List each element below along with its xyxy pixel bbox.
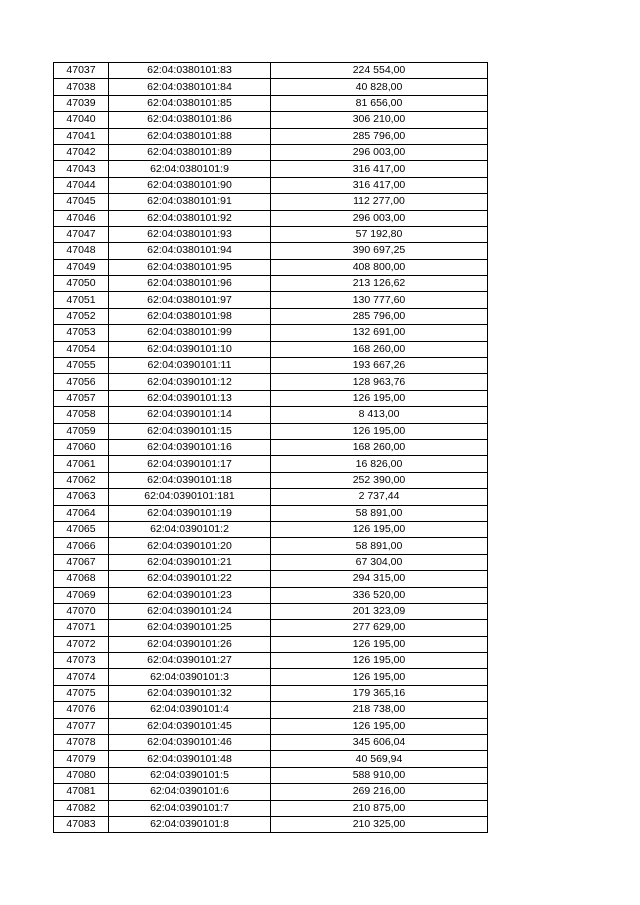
cadastral-value-cell: 58 891,00	[271, 505, 488, 521]
table-row	[54, 79, 488, 95]
cadastral-value-cell: 269 216,00	[271, 784, 488, 800]
cadastral-value-cell: 210 325,00	[271, 816, 488, 832]
row-number-cell: 47067	[54, 554, 109, 570]
row-number-cell: 47037	[54, 63, 109, 79]
cadastral-number-cell: 62:04:0380101:9	[109, 161, 271, 177]
cadastral-value-cell: 58 891,00	[271, 538, 488, 554]
cadastral-value-table	[53, 62, 488, 833]
cadastral-number-cell: 62:04:0380101:91	[109, 194, 271, 210]
table-row	[54, 243, 488, 259]
row-number-cell: 47039	[54, 95, 109, 111]
cadastral-value-cell: 126 195,00	[271, 423, 488, 439]
row-number-cell: 47070	[54, 603, 109, 619]
cadastral-value-cell: 16 826,00	[271, 456, 488, 472]
row-number-cell: 47061	[54, 456, 109, 472]
cadastral-number-cell: 62:04:0380101:86	[109, 112, 271, 128]
row-number-cell: 47082	[54, 800, 109, 816]
cadastral-value-cell: 306 210,00	[271, 112, 488, 128]
cadastral-value-cell: 126 195,00	[271, 718, 488, 734]
cadastral-number-cell: 62:04:0390101:2	[109, 521, 271, 537]
cadastral-value-cell: 296 003,00	[271, 210, 488, 226]
cadastral-number-cell: 62:04:0390101:27	[109, 653, 271, 669]
cadastral-number-cell: 62:04:0390101:21	[109, 554, 271, 570]
row-number-cell: 47055	[54, 358, 109, 374]
table-row	[54, 63, 488, 79]
table-row	[54, 669, 488, 685]
cadastral-value-cell: 408 800,00	[271, 259, 488, 275]
row-number-cell: 47075	[54, 685, 109, 701]
table-row	[54, 390, 488, 406]
cadastral-value-cell: 126 195,00	[271, 636, 488, 652]
table-row	[54, 800, 488, 816]
cadastral-value-cell: 81 656,00	[271, 95, 488, 111]
cadastral-number-cell: 62:04:0390101:18	[109, 472, 271, 488]
row-number-cell: 47080	[54, 767, 109, 783]
cadastral-number-cell: 62:04:0380101:85	[109, 95, 271, 111]
row-number-cell: 47071	[54, 620, 109, 636]
row-number-cell: 47053	[54, 325, 109, 341]
cadastral-value-cell: 390 697,25	[271, 243, 488, 259]
table-row	[54, 571, 488, 587]
cadastral-value-cell: 316 417,00	[271, 161, 488, 177]
cadastral-number-cell: 62:04:0390101:46	[109, 735, 271, 751]
row-number-cell: 47073	[54, 653, 109, 669]
cadastral-number-cell: 62:04:0390101:7	[109, 800, 271, 816]
row-number-cell: 47078	[54, 735, 109, 751]
row-number-cell: 47079	[54, 751, 109, 767]
row-number-cell: 47048	[54, 243, 109, 259]
table-row	[54, 538, 488, 554]
row-number-cell: 47043	[54, 161, 109, 177]
cadastral-number-cell: 62:04:0380101:96	[109, 276, 271, 292]
row-number-cell: 47063	[54, 489, 109, 505]
table-row	[54, 358, 488, 374]
table-row	[54, 194, 488, 210]
cadastral-number-cell: 62:04:0380101:84	[109, 79, 271, 95]
row-number-cell: 47052	[54, 308, 109, 324]
cadastral-number-cell: 62:04:0390101:181	[109, 489, 271, 505]
row-number-cell: 47054	[54, 341, 109, 357]
table-row	[54, 210, 488, 226]
cadastral-value-cell: 128 963,76	[271, 374, 488, 390]
cadastral-number-cell: 62:04:0380101:90	[109, 177, 271, 193]
cadastral-value-cell: 112 277,00	[271, 194, 488, 210]
row-number-cell: 47060	[54, 439, 109, 455]
cadastral-number-cell: 62:04:0390101:13	[109, 390, 271, 406]
table-row	[54, 685, 488, 701]
row-number-cell: 47045	[54, 194, 109, 210]
cadastral-number-cell: 62:04:0380101:89	[109, 144, 271, 160]
cadastral-number-cell: 62:04:0390101:8	[109, 816, 271, 832]
cadastral-number-cell: 62:04:0380101:97	[109, 292, 271, 308]
table-row	[54, 587, 488, 603]
cadastral-number-cell: 62:04:0390101:17	[109, 456, 271, 472]
cadastral-number-cell: 62:04:0390101:25	[109, 620, 271, 636]
cadastral-value-cell: 126 195,00	[271, 390, 488, 406]
table-row	[54, 259, 488, 275]
table-row	[54, 505, 488, 521]
row-number-cell: 47041	[54, 128, 109, 144]
cadastral-value-cell: 130 777,60	[271, 292, 488, 308]
cadastral-value-cell: 294 315,00	[271, 571, 488, 587]
table-row	[54, 439, 488, 455]
table-row	[54, 276, 488, 292]
cadastral-number-cell: 62:04:0390101:32	[109, 685, 271, 701]
table-row	[54, 325, 488, 341]
cadastral-number-cell: 62:04:0380101:94	[109, 243, 271, 259]
cadastral-value-cell: 193 667,26	[271, 358, 488, 374]
cadastral-value-cell: 168 260,00	[271, 341, 488, 357]
row-number-cell: 47042	[54, 144, 109, 160]
table-row	[54, 95, 488, 111]
cadastral-number-cell: 62:04:0390101:16	[109, 439, 271, 455]
cadastral-number-cell: 62:04:0380101:95	[109, 259, 271, 275]
table-row	[54, 226, 488, 242]
table-row	[54, 718, 488, 734]
cadastral-number-cell: 62:04:0390101:23	[109, 587, 271, 603]
row-number-cell: 47069	[54, 587, 109, 603]
row-number-cell: 47077	[54, 718, 109, 734]
cadastral-value-cell: 277 629,00	[271, 620, 488, 636]
table-row	[54, 374, 488, 390]
cadastral-number-cell: 62:04:0390101:24	[109, 603, 271, 619]
cadastral-number-cell: 62:04:0390101:22	[109, 571, 271, 587]
row-number-cell: 47040	[54, 112, 109, 128]
cadastral-value-cell: 285 796,00	[271, 128, 488, 144]
row-number-cell: 47076	[54, 702, 109, 718]
cadastral-number-cell: 62:04:0390101:10	[109, 341, 271, 357]
cadastral-number-cell: 62:04:0390101:4	[109, 702, 271, 718]
cadastral-value-cell: 210 875,00	[271, 800, 488, 816]
table-row	[54, 521, 488, 537]
row-number-cell: 47081	[54, 784, 109, 800]
cadastral-value-cell: 168 260,00	[271, 439, 488, 455]
cadastral-number-cell: 62:04:0380101:92	[109, 210, 271, 226]
row-number-cell: 47065	[54, 521, 109, 537]
row-number-cell: 47047	[54, 226, 109, 242]
table-row	[54, 177, 488, 193]
row-number-cell: 47058	[54, 407, 109, 423]
cadastral-value-cell: 40 569,94	[271, 751, 488, 767]
cadastral-value-cell: 296 003,00	[271, 144, 488, 160]
cadastral-number-cell: 62:04:0380101:88	[109, 128, 271, 144]
cadastral-value-cell: 285 796,00	[271, 308, 488, 324]
cadastral-value-cell: 126 195,00	[271, 669, 488, 685]
cadastral-value-cell: 126 195,00	[271, 521, 488, 537]
table-row	[54, 423, 488, 439]
table-row	[54, 456, 488, 472]
row-number-cell: 47038	[54, 79, 109, 95]
cadastral-number-cell: 62:04:0390101:5	[109, 767, 271, 783]
table-row	[54, 161, 488, 177]
table-row	[54, 407, 488, 423]
cadastral-number-cell: 62:04:0390101:20	[109, 538, 271, 554]
cadastral-number-cell: 62:04:0380101:93	[109, 226, 271, 242]
table-row	[54, 735, 488, 751]
cadastral-value-cell: 316 417,00	[271, 177, 488, 193]
table-row	[54, 489, 488, 505]
cadastral-value-cell: 8 413,00	[271, 407, 488, 423]
cadastral-number-cell: 62:04:0380101:83	[109, 63, 271, 79]
cadastral-value-cell: 2 737,44	[271, 489, 488, 505]
table-row	[54, 341, 488, 357]
row-number-cell: 47057	[54, 390, 109, 406]
cadastral-number-cell: 62:04:0390101:14	[109, 407, 271, 423]
cadastral-number-cell: 62:04:0380101:98	[109, 308, 271, 324]
table-body	[54, 63, 488, 833]
cadastral-value-cell: 132 691,00	[271, 325, 488, 341]
row-number-cell: 47059	[54, 423, 109, 439]
row-number-cell: 47044	[54, 177, 109, 193]
table-row	[54, 603, 488, 619]
table-row	[54, 144, 488, 160]
table-row	[54, 653, 488, 669]
cadastral-number-cell: 62:04:0390101:12	[109, 374, 271, 390]
row-number-cell: 47074	[54, 669, 109, 685]
cadastral-value-cell: 345 606,04	[271, 735, 488, 751]
row-number-cell: 47064	[54, 505, 109, 521]
cadastral-value-cell: 57 192,80	[271, 226, 488, 242]
cadastral-number-cell: 62:04:0390101:26	[109, 636, 271, 652]
cadastral-value-cell: 201 323,09	[271, 603, 488, 619]
table-row	[54, 128, 488, 144]
cadastral-value-cell: 218 738,00	[271, 702, 488, 718]
cadastral-value-cell: 224 554,00	[271, 63, 488, 79]
row-number-cell: 47051	[54, 292, 109, 308]
table-row	[54, 308, 488, 324]
cadastral-value-cell: 213 126,62	[271, 276, 488, 292]
cadastral-value-cell: 126 195,00	[271, 653, 488, 669]
row-number-cell: 47050	[54, 276, 109, 292]
row-number-cell: 47049	[54, 259, 109, 275]
row-number-cell: 47062	[54, 472, 109, 488]
cadastral-number-cell: 62:04:0380101:99	[109, 325, 271, 341]
table-row	[54, 472, 488, 488]
table-row	[54, 292, 488, 308]
table-row	[54, 554, 488, 570]
cadastral-value-cell: 588 910,00	[271, 767, 488, 783]
row-number-cell: 47072	[54, 636, 109, 652]
cadastral-value-cell: 40 828,00	[271, 79, 488, 95]
row-number-cell: 47066	[54, 538, 109, 554]
cadastral-number-cell: 62:04:0390101:19	[109, 505, 271, 521]
cadastral-number-cell: 62:04:0390101:48	[109, 751, 271, 767]
table-row	[54, 767, 488, 783]
cadastral-value-cell: 179 365,16	[271, 685, 488, 701]
cadastral-number-cell: 62:04:0390101:3	[109, 669, 271, 685]
table-row	[54, 620, 488, 636]
row-number-cell: 47068	[54, 571, 109, 587]
row-number-cell: 47056	[54, 374, 109, 390]
table-row	[54, 816, 488, 832]
table-row	[54, 784, 488, 800]
cadastral-number-cell: 62:04:0390101:45	[109, 718, 271, 734]
cadastral-value-cell: 252 390,00	[271, 472, 488, 488]
table-row	[54, 112, 488, 128]
table-row	[54, 702, 488, 718]
cadastral-number-cell: 62:04:0390101:15	[109, 423, 271, 439]
cadastral-value-cell: 67 304,00	[271, 554, 488, 570]
cadastral-number-cell: 62:04:0390101:6	[109, 784, 271, 800]
cadastral-number-cell: 62:04:0390101:11	[109, 358, 271, 374]
table-row	[54, 751, 488, 767]
row-number-cell: 47083	[54, 816, 109, 832]
table-row	[54, 636, 488, 652]
cadastral-value-cell: 336 520,00	[271, 587, 488, 603]
row-number-cell: 47046	[54, 210, 109, 226]
